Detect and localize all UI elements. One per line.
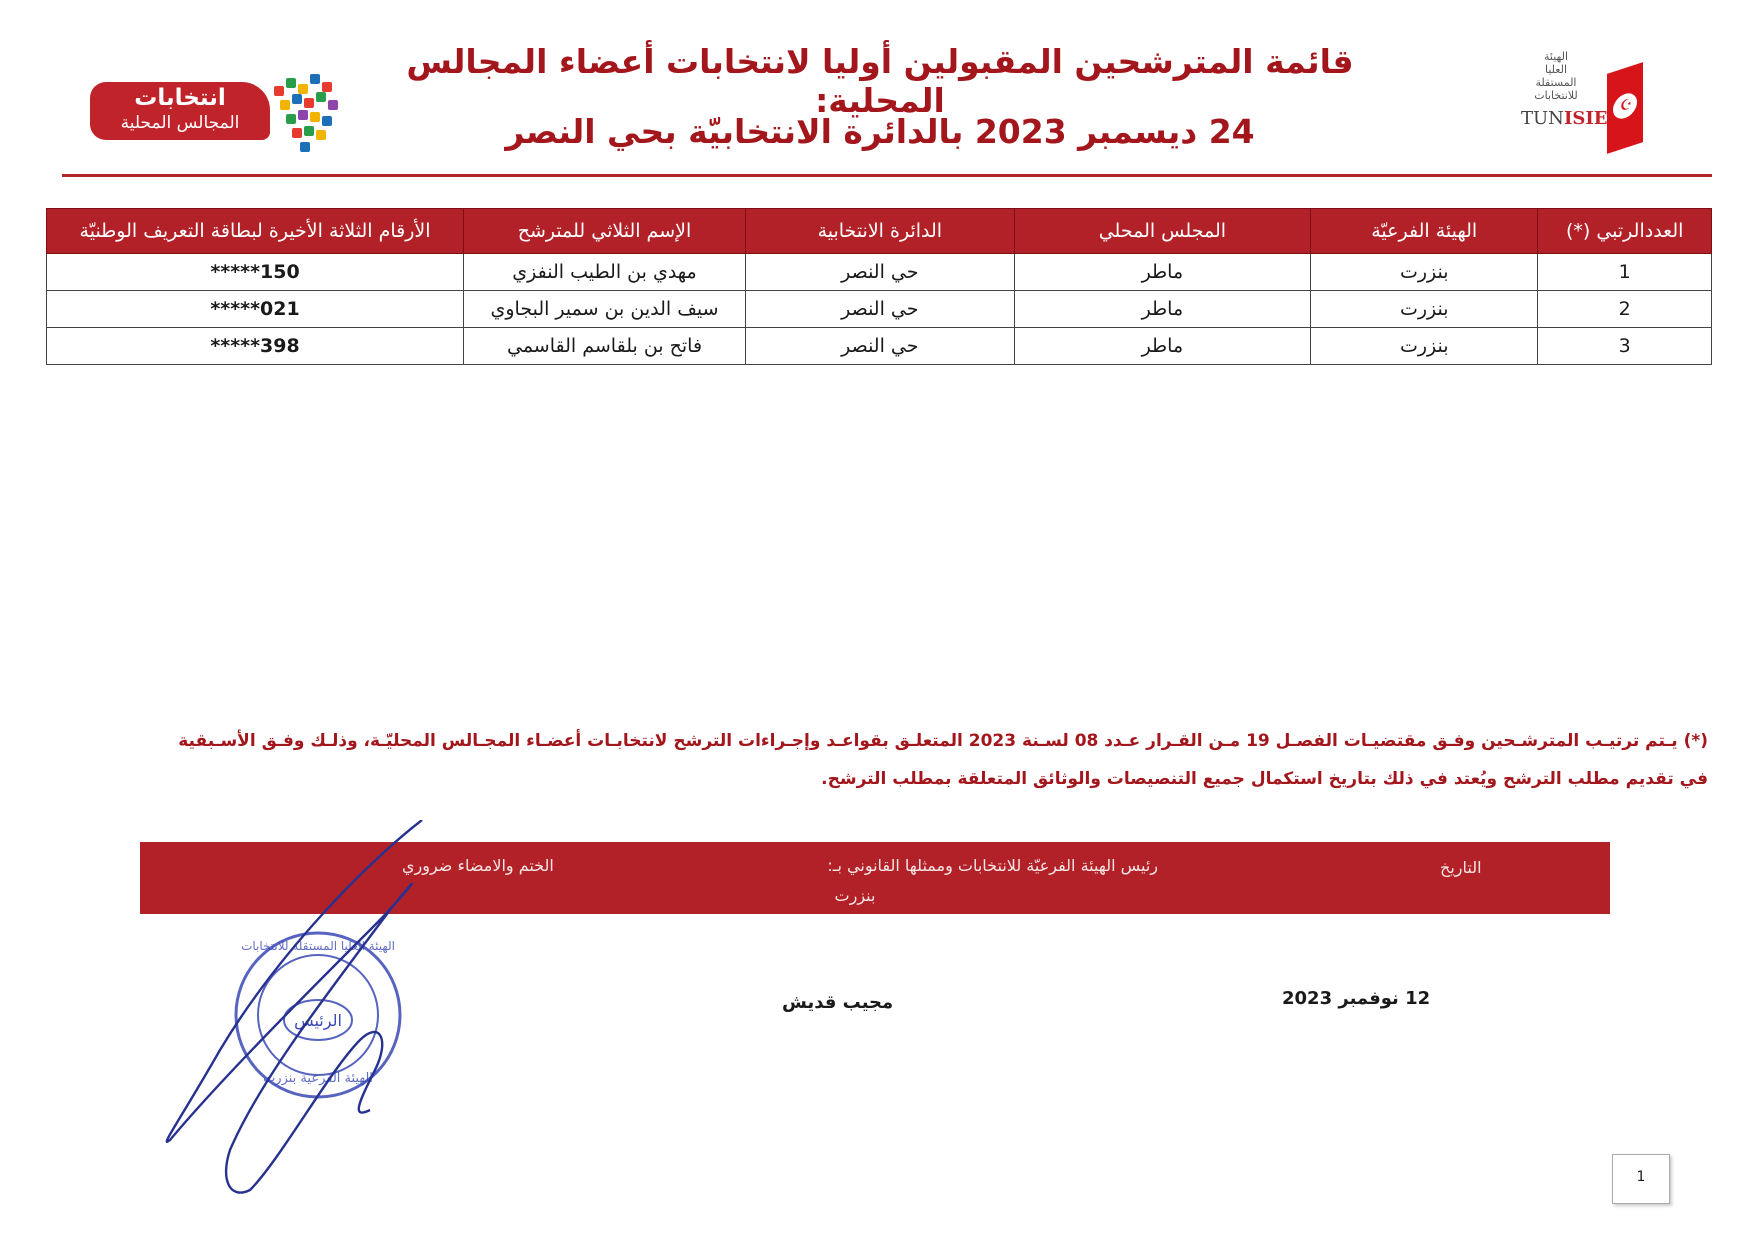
page-title-line1: قائمة المترشحين المقبولين أوليا لانتخابات أعضاء المجالس المحلية:	[406, 42, 1354, 120]
cell-id-digits: 150*****	[47, 254, 464, 291]
president-label: رئيس الهيئة الفرعيّة للانتخابات وممثلها القانوني بـ:	[827, 856, 1158, 875]
seal-ring-text: الهيئة العليا المستقلة للانتخابات	[241, 939, 395, 953]
cell-id-digits: 398*****	[47, 328, 464, 365]
elections-logo-line2: المجالس المحلية	[120, 113, 240, 133]
page-number-box	[1612, 1154, 1670, 1204]
seal-bottom-text: الهيئة الفرعية بنزرت	[263, 1071, 373, 1086]
cell-number: 2	[1538, 291, 1712, 328]
seal-label: الختم والامضاء ضروري	[402, 856, 554, 875]
official-seal-stamp	[160, 820, 480, 1220]
isie-line: للانتخابات	[1534, 89, 1578, 102]
handwritten-signature	[167, 820, 422, 1193]
col-header-name: الإسم الثلاثي للمترشح	[464, 209, 746, 254]
date-label: التاريخ	[1440, 858, 1482, 877]
isie-line: المستقلة	[1535, 76, 1577, 89]
col-header-branch: الهيئة الفرعيّة	[1311, 209, 1538, 254]
isie-arabic-name	[1515, 50, 1597, 102]
cell-district: حي النصر	[745, 254, 1014, 291]
table-row	[47, 291, 1712, 328]
isie-line: العليا	[1544, 63, 1568, 76]
cell-id-digits: 021*****	[47, 291, 464, 328]
tunisia-flag-icon: ☪	[1607, 62, 1643, 154]
cell-council: ماطر	[1014, 328, 1310, 365]
cell-number: 3	[1538, 328, 1712, 365]
isie-line: الهيئة	[1543, 50, 1568, 63]
cell-council: ماطر	[1014, 254, 1310, 291]
table-row	[47, 328, 1712, 365]
seal-center-text: الرئيس	[294, 1011, 342, 1030]
cell-district: حي النصر	[745, 291, 1014, 328]
isie-wordmark-prefix: TUN	[1521, 108, 1564, 129]
elections-logo	[90, 82, 330, 140]
candidates-table	[46, 208, 1712, 365]
signature-date: 12 نوفمبر 2023	[1282, 988, 1431, 1009]
cell-name: فاتح بن بلقاسم القاسمي	[464, 328, 746, 365]
footnote-line2: في تقديم مطلب الترشح ويُعتد في ذلك بتاريخ استكمال جميع التنصيصات والوثائق المتعلقة بمطلب الترشح.	[821, 769, 1708, 789]
cell-name: سيف الدين بن سمير البجاوي	[464, 291, 746, 328]
isie-wordmark-brand: ISIE	[1563, 108, 1608, 129]
header-divider	[62, 174, 1712, 177]
isie-logo	[1515, 50, 1645, 150]
cell-branch: بنزرت	[1311, 291, 1538, 328]
president-name: مجيب قديش	[782, 992, 894, 1013]
table-row	[47, 254, 1712, 291]
col-header-district: الدائرة الانتخابية	[745, 209, 1014, 254]
mosaic-map-icon	[270, 72, 350, 156]
page-title-line2: 24 ديسمبر 2023 بالدائرة الانتخابيّة بحي النصر	[505, 112, 1255, 151]
cell-district: حي النصر	[745, 328, 1014, 365]
cell-branch: بنزرت	[1311, 328, 1538, 365]
col-header-number: العددالرتبي (*)	[1538, 209, 1712, 254]
table-header-row	[47, 209, 1712, 254]
col-header-id-digits: الأرقام الثلاثة الأخيرة لبطاقة التعريف الوطنيّة	[47, 209, 464, 254]
cell-name: مهدي بن الطيب النفزي	[464, 254, 746, 291]
cell-branch: بنزرت	[1311, 254, 1538, 291]
elections-logo-line1: انتخابات	[134, 85, 226, 111]
isie-wordmark	[1521, 108, 1608, 129]
cell-number: 1	[1538, 254, 1712, 291]
elections-logo-badge	[90, 82, 270, 140]
col-header-council: المجلس المحلي	[1014, 209, 1310, 254]
cell-council: ماطر	[1014, 291, 1310, 328]
footnote-line1: (*) يـتم ترتيـب المترشـحين وفـق مقتضيـات الفصـل 19 مـن القـرار عـدد 08 لسـنة 2023 المتعلـق بقواعـد وإجـراءات الترشح لانتخابـات أعضـاء المجـالس المحليّـة، وذلـك وفـق الأسـبقية	[178, 731, 1708, 751]
page-number: 1	[1636, 1169, 1646, 1185]
branch-name: بنزرت	[834, 886, 876, 905]
